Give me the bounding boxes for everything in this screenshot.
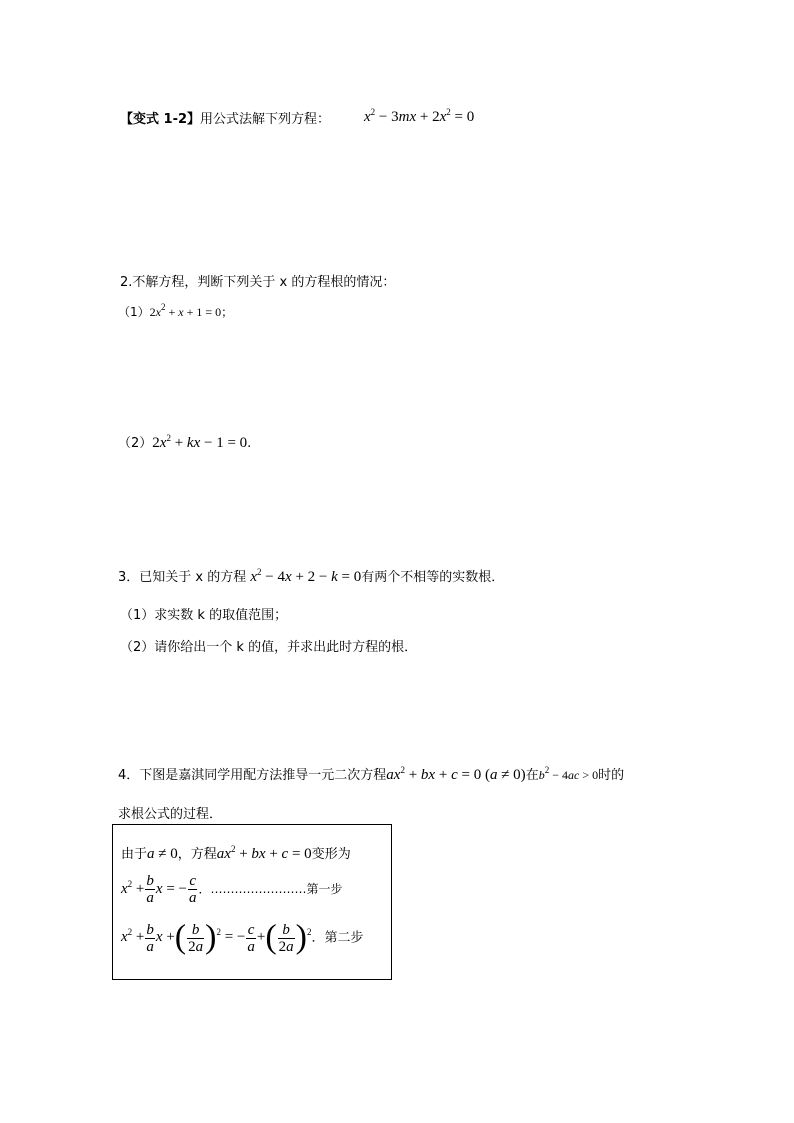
- q4-mid: 在: [525, 768, 539, 783]
- variant-heading: [120, 108, 330, 127]
- box-step1-dots: ．……………………第一步: [198, 881, 343, 896]
- q3-sub2: （2）请你给出一个 k 的值，并求出此时方程的根．: [120, 640, 418, 655]
- q4-condition: $b^2 - 4ac > 0$: [538, 765, 599, 782]
- q2-p1-end: ；: [221, 305, 234, 319]
- q2-p2-label: （2）: [118, 436, 153, 451]
- variant-tag: 【变式 1-2】: [120, 112, 201, 127]
- q3-sub1: （1）求实数 k 的取值范围；: [120, 608, 288, 623]
- box-l1-b: ，方程: [177, 847, 217, 862]
- q4-line2: 求根公式的过程．: [118, 807, 223, 822]
- q2-p1-equation: $2x^2 + x + 1 = 0$: [149, 302, 222, 319]
- q3-question: [118, 566, 504, 586]
- q2-intro: 2.不解方程，判断下列关于 x 的方程根的情况：: [120, 275, 396, 290]
- box-line1: [121, 843, 351, 863]
- q4-equation: $ax^2$ + bx + c = 0 (a ≠ 0): [386, 765, 526, 783]
- q4-question: [118, 764, 624, 784]
- box-l1-cond: a ≠ 0: [147, 846, 178, 862]
- box-step2-label: ．第二步: [311, 930, 364, 946]
- q2-p2-end: .: [247, 436, 252, 451]
- box-step2-eq: $x^2$ + $\frac{b}{a}$ x +( $\frac{b}{2a}$ )$^2$ = − $\frac{c}{a}$ +( $\frac{b}{2a}$ )$^2$: [121, 919, 312, 956]
- q4-tail: 时的: [598, 768, 625, 783]
- q2-p1-label: （1）: [118, 305, 150, 319]
- box-step1: [121, 873, 343, 906]
- q3-tail: 有两个不相等的实数根．: [361, 570, 505, 585]
- box-l1-a: 由于: [121, 847, 148, 862]
- derivation-box: [112, 824, 392, 980]
- q3-equation: $x^2 - 4x + 2 - k = 0$: [250, 567, 362, 585]
- q2-part1: [118, 302, 233, 320]
- box-step2: [121, 921, 364, 955]
- q2-part2: [118, 432, 251, 452]
- box-step1-eq: $x^2$ + $\frac{b}{a}$ x = − $\frac{c}{a}$: [121, 873, 197, 906]
- box-l1-c: 变形为: [311, 847, 351, 862]
- box-l1-eq: $ax^2$ + bx + c = 0: [216, 844, 312, 862]
- variant-equation: $x^2 - 3mx + 2x^2 = 0$: [364, 107, 475, 125]
- variant-text: 用公式法解下列方程：: [200, 112, 331, 127]
- q3-label: 3．已知关于 x 的方程: [118, 570, 247, 585]
- q4-label: 4．下图是嘉淇同学用配方法推导一元二次方程: [118, 768, 387, 783]
- q2-p2-equation: $2x^2$ + kx − 1 = 0: [152, 433, 248, 451]
